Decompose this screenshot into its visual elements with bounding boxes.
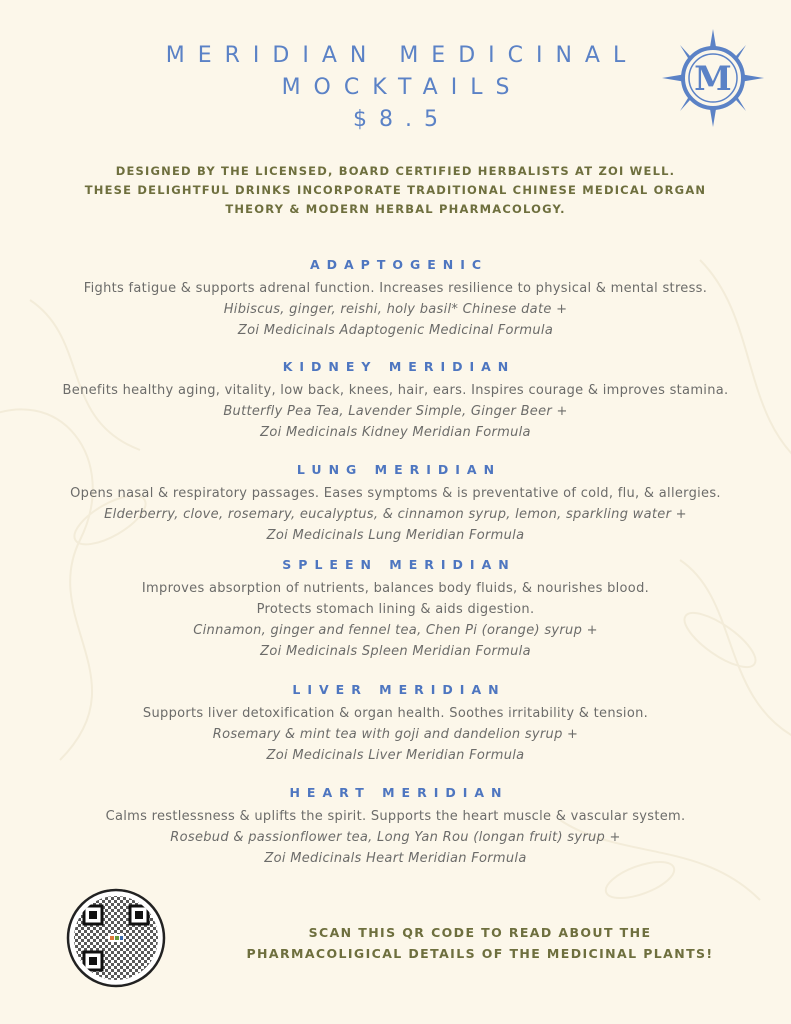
- intro-line-1: DESIGNED BY THE LICENSED, BOARD CERTIFIED HERBALISTS AT ZOI WELL.: [115, 164, 676, 178]
- section-description: Fights fatigue & supports adrenal function. Increases resilience to physical & mental stress.: [83, 281, 708, 296]
- page-title-line-2: MOCKTAILS: [281, 75, 523, 100]
- section-formula: Zoi Medicinals Heart Meridian Formula: [264, 851, 527, 866]
- section-description: Supports liver detoxification & organ health. Soothes irritability & tension.: [142, 706, 649, 721]
- logo-letter: M: [694, 59, 732, 99]
- section-title: HEART MERIDIAN: [289, 785, 509, 800]
- section-description-2: Protects stomach lining & aids digestion.: [256, 602, 535, 617]
- qr-code-icon[interactable]: [66, 888, 166, 988]
- section-formula: Zoi Medicinals Adaptogenic Medicinal Formula: [237, 323, 554, 338]
- section-formula: Zoi Medicinals Lung Meridian Formula: [266, 528, 525, 543]
- scan-qr-text: [200, 922, 760, 964]
- compass-m-logo-icon: [660, 27, 766, 129]
- section-title: LIVER MERIDIAN: [292, 682, 506, 697]
- section-title: LUNG MERIDIAN: [296, 462, 502, 477]
- section-description: Benefits healthy aging, vitality, low back, knees, hair, ears. Inspires courage & improves stamina.: [62, 383, 729, 398]
- section-title: SPLEEN MERIDIAN: [282, 557, 516, 572]
- section-kidney-meridian: [20, 358, 771, 443]
- intro-text: [40, 162, 751, 219]
- section-ingredients: Cinnamon, ginger and fennel tea, Chen Pi (orange) syrup +: [193, 623, 598, 638]
- page-title-line-1: MERIDIAN MEDICINAL: [165, 43, 639, 68]
- section-description: Improves absorption of nutrients, balances body fluids, & nourishes blood.: [141, 581, 650, 596]
- section-description: Calms restlessness & uplifts the spirit. Supports the heart muscle & vascular system.: [105, 809, 686, 824]
- section-liver-meridian: [20, 681, 771, 766]
- section-spleen-meridian: [20, 556, 771, 662]
- scan-line-1: SCAN THIS QR CODE TO READ ABOUT THE: [308, 925, 652, 940]
- section-formula: Zoi Medicinals Spleen Meridian Formula: [260, 644, 531, 659]
- section-lung-meridian: [20, 461, 771, 546]
- section-ingredients: Hibiscus, ginger, reishi, holy basil* Chinese date +: [223, 302, 568, 317]
- price: $8.5: [353, 107, 450, 132]
- section-heart-meridian: [20, 784, 771, 869]
- section-ingredients: Elderberry, clove, rosemary, eucalyptus, & cinnamon syrup, lemon, sparkling water +: [104, 507, 687, 522]
- section-ingredients: Rosebud & passionflower tea, Long Yan Rou (longan fruit) syrup +: [170, 830, 621, 845]
- section-title: KIDNEY MERIDIAN: [282, 359, 516, 374]
- section-ingredients: Butterfly Pea Tea, Lavender Simple, Ginger Beer +: [223, 404, 568, 419]
- section-adaptogenic: [20, 256, 771, 341]
- intro-line-3: THEORY & MODERN HERBAL PHARMACOLOGY.: [225, 202, 566, 216]
- section-ingredients: Rosemary & mint tea with goji and dandelion syrup +: [212, 727, 579, 742]
- section-formula: Zoi Medicinals Liver Meridian Formula: [266, 748, 525, 763]
- section-formula: Zoi Medicinals Kidney Meridian Formula: [260, 425, 531, 440]
- intro-line-2: THESE DELIGHTFUL DRINKS INCORPORATE TRADITIONAL CHINESE MEDICAL ORGAN: [84, 183, 707, 197]
- section-title: ADAPTOGENIC: [309, 257, 489, 272]
- scan-line-2: PHARMACOLIGICAL DETAILS OF THE MEDICINAL PLANTS!: [246, 946, 714, 961]
- section-description: Opens nasal & respiratory passages. Eases symptoms & is preventative of cold, flu, & allergies.: [70, 486, 721, 501]
